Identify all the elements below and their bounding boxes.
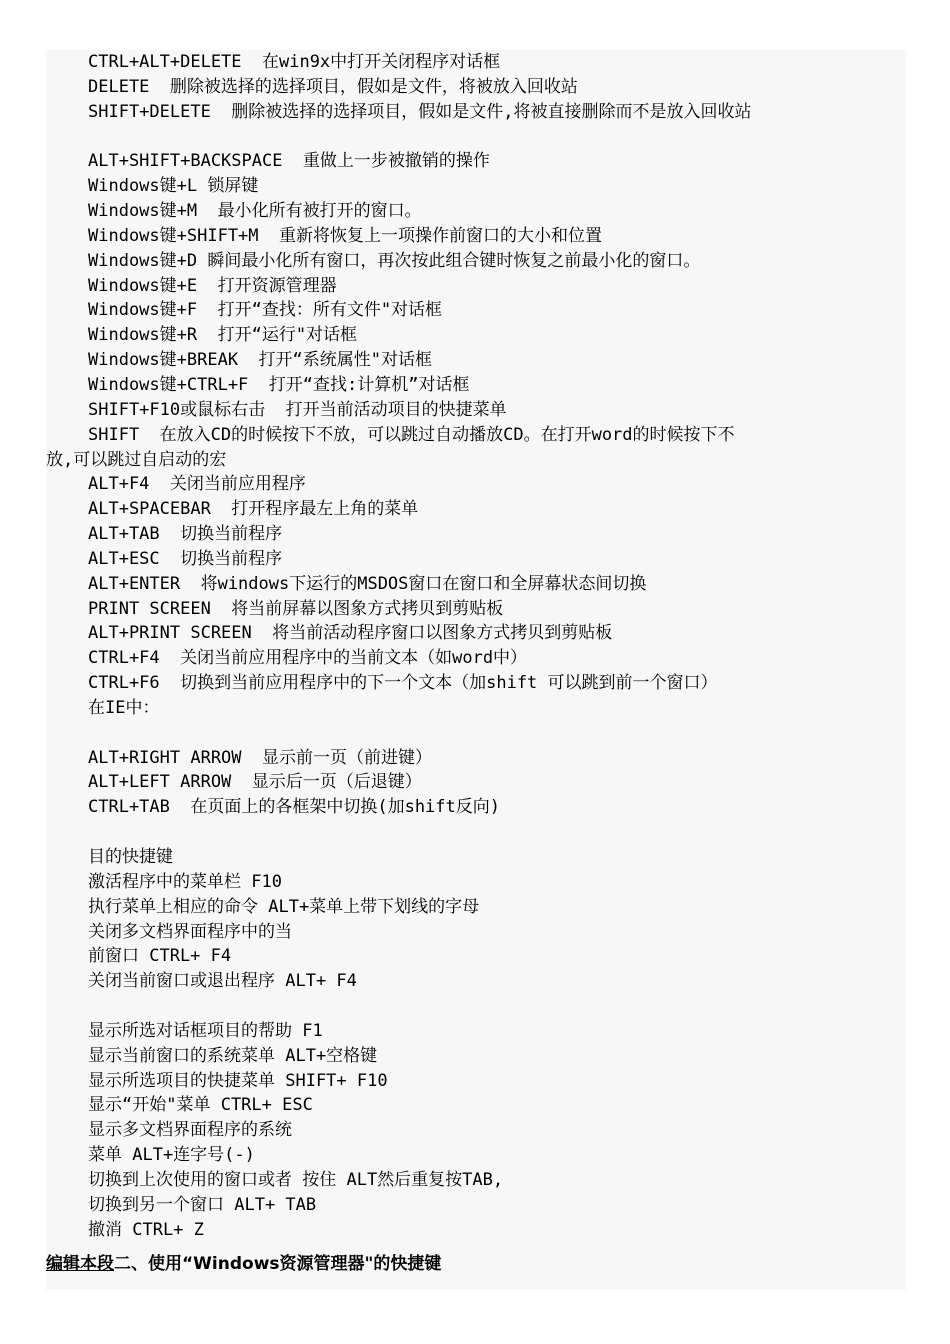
- document-line: 显示当前窗口的系统菜单 ALT+空格键: [88, 1045, 378, 1066]
- document-line: 显示所选对话框项目的帮助 F1: [88, 1020, 323, 1041]
- document-line: DELETE 删除被选择的选择项目，假如是文件，将被放入回收站: [88, 76, 578, 97]
- document-line: 显示所选项目的快捷菜单 SHIFT+ F10: [88, 1070, 388, 1091]
- document-line: 在IE中：: [88, 697, 160, 718]
- document-line: ALT+ENTER 将windows下运行的MSDOS窗口在窗口和全屏幕状态间切换: [88, 573, 647, 594]
- document-line: ALT+ESC 切换当前程序: [88, 548, 283, 569]
- document-line: ALT+SPACEBAR 打开程序最左上角的菜单: [88, 499, 419, 520]
- document-line: Windows键+M 最小化所有被打开的窗口。: [88, 201, 422, 222]
- document-line: Windows键+SHIFT+M 重新将恢复上一项操作前窗口的大小和位置: [88, 225, 602, 246]
- document-line: 显示“开始"菜单 CTRL+ ESC: [88, 1095, 313, 1116]
- document-line: Windows键+BREAK 打开“系统属性"对话框: [88, 350, 432, 371]
- blank-line: [46, 820, 906, 845]
- blank-line: [46, 994, 906, 1019]
- document-line: 切换到另一个窗口 ALT+ TAB: [88, 1194, 317, 1215]
- section-heading: [46, 1243, 906, 1279]
- document-body: [46, 50, 906, 1279]
- document-line: SHIFT+DELETE 删除被选择的选择项目，假如是文件,将被直接删除而不是放入回收站: [88, 101, 752, 122]
- document-line: 执行菜单上相应的命令 ALT+菜单上带下划线的字母: [88, 896, 480, 917]
- document-line-continuation: 放,可以跳过自启动的宏: [46, 449, 227, 470]
- document-line: CTRL+F6 切换到当前应用程序中的下一个文本（加shift 可以跳到前一个窗口）: [88, 673, 718, 694]
- document-line: 菜单 ALT+连字号(-): [88, 1145, 255, 1166]
- document-line: ALT+SHIFT+BACKSPACE 重做上一步被撤销的操作: [88, 151, 490, 172]
- document-line: ALT+RIGHT ARROW 显示前一页（前进键）: [88, 747, 432, 768]
- document-line: CTRL+ALT+DELETE 在win9x中打开关闭程序对话框: [88, 52, 501, 72]
- document-line: Windows键+CTRL+F 打开“查找:计算机”对话框: [88, 374, 470, 395]
- document-line: PRINT SCREEN 将当前屏幕以图象方式拷贝到剪贴板: [88, 598, 504, 619]
- document-line: Windows键+R 打开“运行"对话框: [88, 325, 358, 346]
- document-line: 激活程序中的菜单栏 F10: [88, 871, 282, 892]
- document-line: SHIFT+F10或鼠标右击 打开当前活动项目的快捷菜单: [88, 399, 507, 420]
- document-line: CTRL+TAB 在页面上的各框架中切换(加shift反向): [88, 797, 500, 818]
- document-line: 切换到上次使用的窗口或者 按住 ALT然后重复按TAB,: [88, 1169, 504, 1190]
- document-page: [46, 50, 906, 1290]
- document-line: ALT+LEFT ARROW 显示后一页（后退键）: [88, 772, 422, 793]
- document-line: ALT+F4 关闭当前应用程序: [88, 474, 306, 495]
- document-line: 目的快捷键: [88, 847, 173, 867]
- document-line: 关闭多文档界面程序中的当: [88, 921, 292, 942]
- document-line: 前窗口 CTRL+ F4: [88, 946, 232, 967]
- blank-line: [46, 721, 906, 746]
- document-line: ALT+PRINT SCREEN 将当前活动程序窗口以图象方式拷贝到剪贴板: [88, 623, 613, 644]
- document-line: 撤消 CTRL+ Z: [88, 1219, 204, 1240]
- section-heading-title: 二、使用“Windows资源管理器"的快捷键: [114, 1253, 442, 1274]
- document-line: 显示多文档界面程序的系统: [88, 1120, 292, 1141]
- document-line: CTRL+F4 关闭当前应用程序中的当前文本（如word中）: [88, 648, 528, 669]
- document-line: Windows键+F 打开“查找：所有文件"对话框: [88, 300, 443, 321]
- document-line: Windows键+D 瞬间最小化所有窗口，再次按此组合键时恢复之前最小化的窗口。: [88, 250, 701, 271]
- edit-section-link[interactable]: 编辑本段: [46, 1253, 114, 1274]
- document-line: Windows键+E 打开资源管理器: [88, 275, 337, 296]
- document-line: 关闭当前窗口或退出程序 ALT+ F4: [88, 971, 357, 992]
- shortcut-lines: [46, 50, 906, 1243]
- document-line: ALT+TAB 切换当前程序: [88, 524, 283, 545]
- document-line: SHIFT 在放入CD的时候按下不放，可以跳过自动播放CD。在打开word的时候按下不: [88, 424, 735, 445]
- blank-line: [46, 125, 906, 150]
- document-line: Windows键+L 锁屏键: [88, 176, 259, 197]
